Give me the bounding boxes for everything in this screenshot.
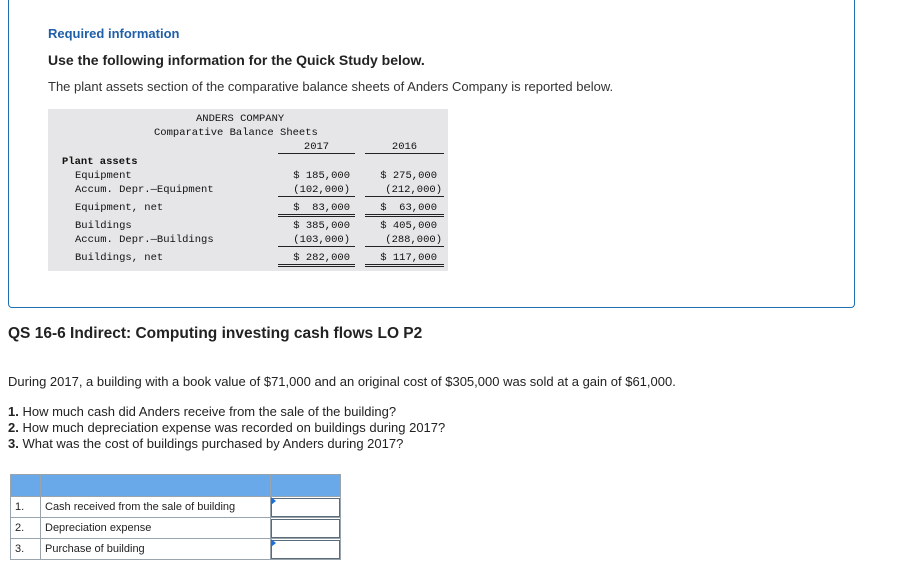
section-label: Plant assets <box>62 156 138 168</box>
question-scenario: During 2017, a building with a book value of $71,000 and an original cost of $305,000 was sold at a gain of $61,000. <box>8 374 676 389</box>
answer-table <box>10 474 341 560</box>
answer-table-header <box>11 475 341 497</box>
question-title: QS 16-6 Indirect: Computing investing cash flows LO P2 <box>8 325 423 342</box>
question-number: 2. <box>8 420 19 435</box>
question-text: How much cash did Anders receive from the sale of the building? <box>22 404 397 419</box>
row-label: Buildings <box>75 220 132 232</box>
question-number: 1. <box>8 404 19 419</box>
depreciation-expense-input[interactable] <box>271 519 340 538</box>
cell-2017: (103,000) <box>278 234 355 247</box>
row-label: Depreciation expense <box>41 518 271 539</box>
row-label: Cash received from the sale of building <box>41 497 271 518</box>
required-info-heading: Required information <box>48 26 180 41</box>
row-label: Equipment, net <box>75 202 164 214</box>
question-item-3 <box>8 436 403 451</box>
row-number: 1. <box>11 497 41 518</box>
cell-2016: $ 63,000 <box>365 202 444 217</box>
input-flag-icon <box>271 497 276 505</box>
year-2016-header: 2016 <box>365 141 444 154</box>
row-label: Equipment <box>75 170 132 182</box>
cell-2016: (212,000) <box>365 184 444 197</box>
question-number: 3. <box>8 436 19 451</box>
instruction-heading: Use the following information for the Quick Study below. <box>48 52 425 68</box>
cell-2017: $ 385,000 <box>293 220 350 232</box>
question-item-2 <box>8 420 445 435</box>
cell-2016: (288,000) <box>365 234 444 247</box>
table-row <box>11 518 341 539</box>
company-name: ANDERS COMPANY <box>196 113 285 125</box>
cell-2017: $ 83,000 <box>278 202 355 217</box>
cash-received-input[interactable] <box>271 498 340 517</box>
table-row <box>11 497 341 518</box>
plant-assets-description: The plant assets section of the comparative balance sheets of Anders Company is reported below. <box>48 79 614 94</box>
table-row <box>11 539 341 560</box>
cell-2017: $ 282,000 <box>278 252 355 267</box>
row-label: Buildings, net <box>75 252 164 264</box>
input-flag-icon <box>271 539 276 547</box>
row-label: Accum. Depr.—Buildings <box>75 234 214 246</box>
statement-title: Comparative Balance Sheets <box>154 127 318 139</box>
purchase-of-building-input[interactable] <box>271 540 340 559</box>
question-item-1 <box>8 404 396 419</box>
year-2017-header: 2017 <box>278 141 355 154</box>
balance-sheet-exhibit <box>48 109 448 271</box>
cell-2016: $ 405,000 <box>380 220 437 232</box>
row-label: Purchase of building <box>41 539 271 560</box>
row-label: Accum. Depr.—Equipment <box>75 184 214 196</box>
question-text: What was the cost of buildings purchased by Anders during 2017? <box>22 436 404 451</box>
question-text: How much depreciation expense was recorded on buildings during 2017? <box>22 420 446 435</box>
cell-2016: $ 275,000 <box>380 170 437 182</box>
cell-2016: $ 117,000 <box>365 252 444 267</box>
cell-2017: $ 185,000 <box>293 170 350 182</box>
cell-2017: (102,000) <box>278 184 355 197</box>
row-number: 2. <box>11 518 41 539</box>
row-number: 3. <box>11 539 41 560</box>
